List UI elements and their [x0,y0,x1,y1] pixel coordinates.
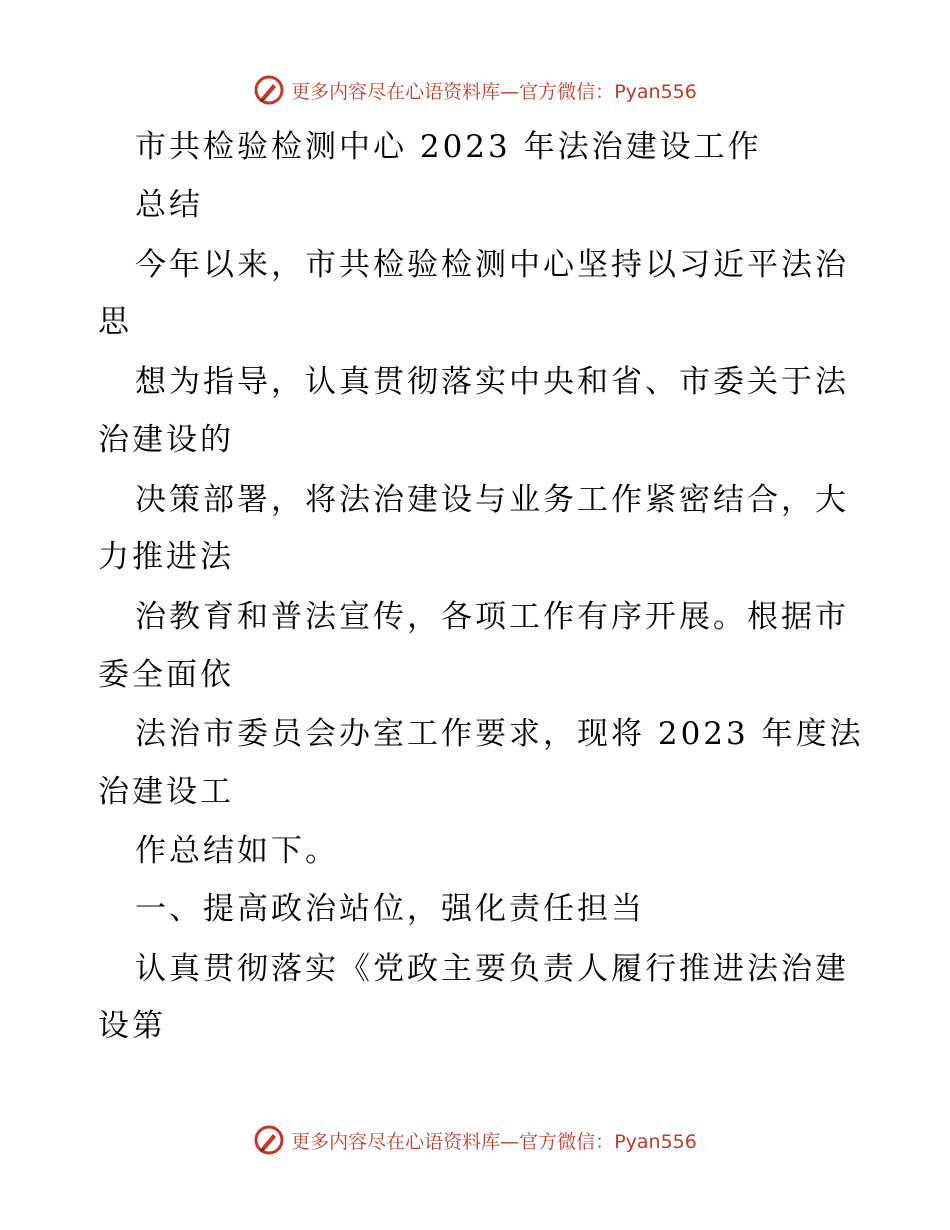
paragraph-line: 治建设的 [98,422,234,458]
footer-separator: — [500,1130,520,1153]
header-wechat-label: 官方微信： [519,80,615,103]
footer-wechat-label: 官方微信： [519,1130,615,1153]
paragraph-line: 今年以来，市共检验检测中心坚持以习近平法治 [135,247,849,283]
pen-logo-icon [253,1124,285,1156]
paragraph-line: 作总结如下。 [135,833,339,869]
header-wechat-id: Pyan556 [614,80,697,103]
paragraph-line: 设第 [98,1008,166,1044]
footer-banner [0,1120,950,1160]
footer-banner-text [291,1127,697,1154]
footer-brand-text: 更多内容尽在心语资料库 [291,1130,501,1153]
paragraph-line: 力推进法 [98,539,234,575]
paragraph-line: 决策部署，将法治建设与业务工作紧密结合，大 [135,482,849,518]
header-separator: — [500,80,520,103]
header-brand-text: 更多内容尽在心语资料库 [291,80,501,103]
section-heading: 一、提高政治站位，强化责任担当 [135,891,645,927]
paragraph-line: 想为指导，认真贯彻落实中央和省、市委关于法 [135,364,849,400]
document-title-line1: 市共检验检测中心 2023 年法治建设工作 [135,129,762,165]
paragraph-line: 治教育和普法宣传，各项工作有序开展。根据市 [135,599,849,635]
paragraph-line: 治建设工 [98,774,234,810]
document-title-line2: 总结 [135,187,203,223]
footer-wechat-id: Pyan556 [614,1130,697,1153]
paragraph-line: 法治市委员会办室工作要求，现将 2023 年度法 [135,716,864,752]
paragraph-line: 思 [98,304,132,340]
paragraph-line: 委全面依 [98,657,234,693]
paragraph-line: 认真贯彻落实《党政主要负责人履行推进法治建 [135,951,849,987]
